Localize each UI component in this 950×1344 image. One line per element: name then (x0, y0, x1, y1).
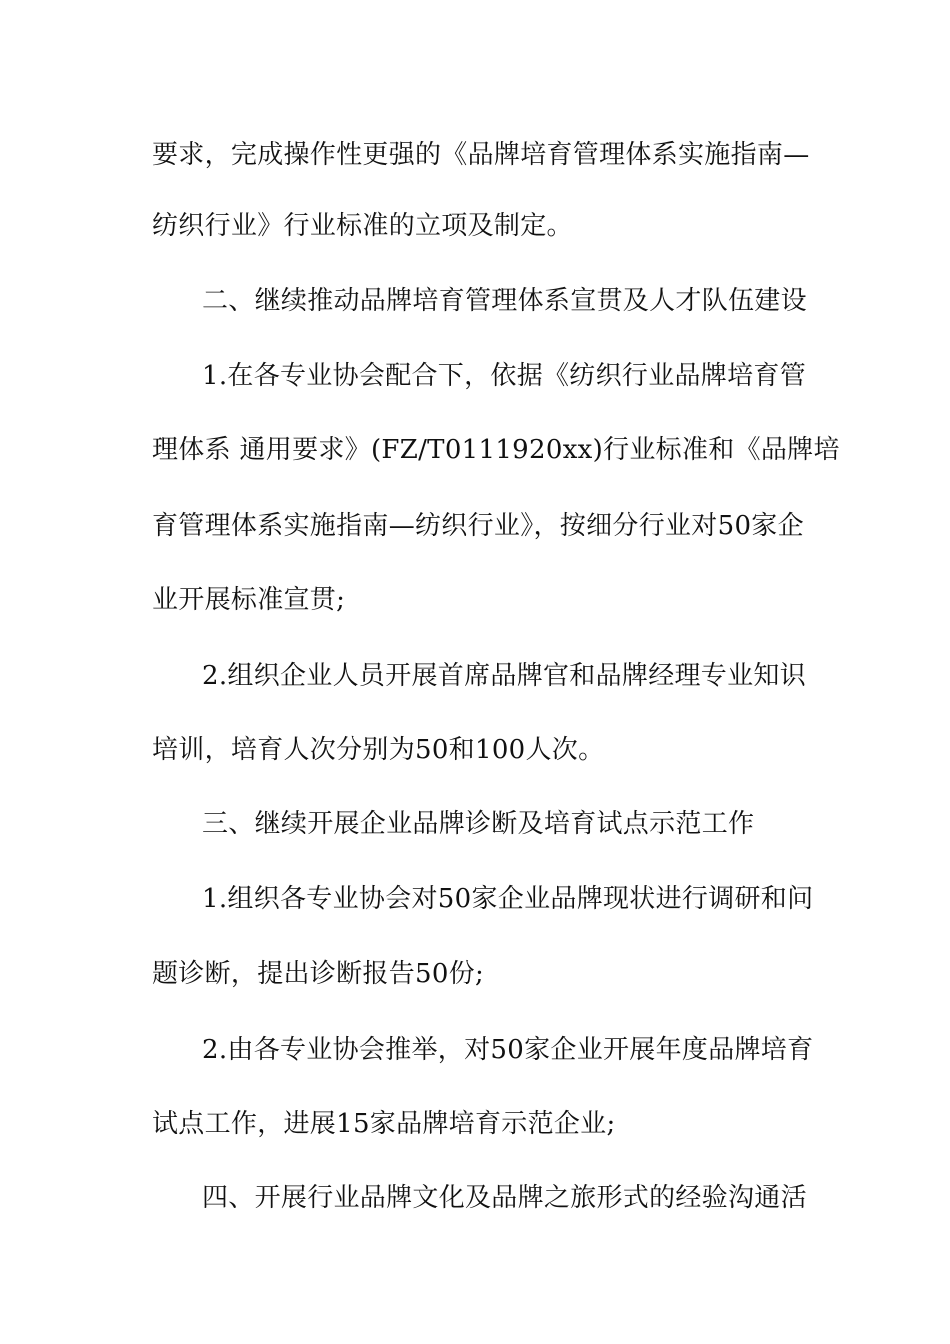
paragraph-line: 2.由各专业协会推举，对50家企业开展年度品牌培育 (202, 1035, 814, 1065)
paragraph-line: 题诊断，提出诊断报告50份; (152, 959, 485, 989)
paragraph-line: 培训，培育人次分别为50和100人次。 (152, 735, 605, 765)
paragraph-line: 纺织行业》行业标准的立项及制定。 (152, 211, 573, 241)
section-heading: 三、继续开展企业品牌诊断及培育试点示范工作 (202, 809, 755, 839)
paragraph-line: 1.在各专业协会配合下，依据《纺织行业品牌培育管 (202, 361, 807, 391)
paragraph-line: 试点工作，进展15家品牌培育示范企业; (152, 1109, 616, 1139)
paragraph-line: 1.组织各专业协会对50家企业品牌现状进行调研和问 (202, 884, 814, 914)
paragraph-line: 理体系 通用要求》(FZ/T0111920xx)行业标准和《品牌培 (152, 435, 840, 465)
section-heading: 四、开展行业品牌文化及品牌之旅形式的经验沟通活 (202, 1183, 807, 1213)
paragraph-line: 要求，完成操作性更强的《品牌培育管理体系实施指南— (152, 140, 810, 170)
paragraph-line: 业开展标准宣贯; (152, 585, 346, 615)
section-heading: 二、继续推动品牌培育管理体系宣贯及人才队伍建设 (202, 286, 807, 316)
paragraph-line: 2.组织企业人员开展首席品牌官和品牌经理专业知识 (202, 661, 807, 691)
paragraph-line: 育管理体系实施指南—纺织行业》，按细分行业对50家企 (152, 511, 804, 541)
